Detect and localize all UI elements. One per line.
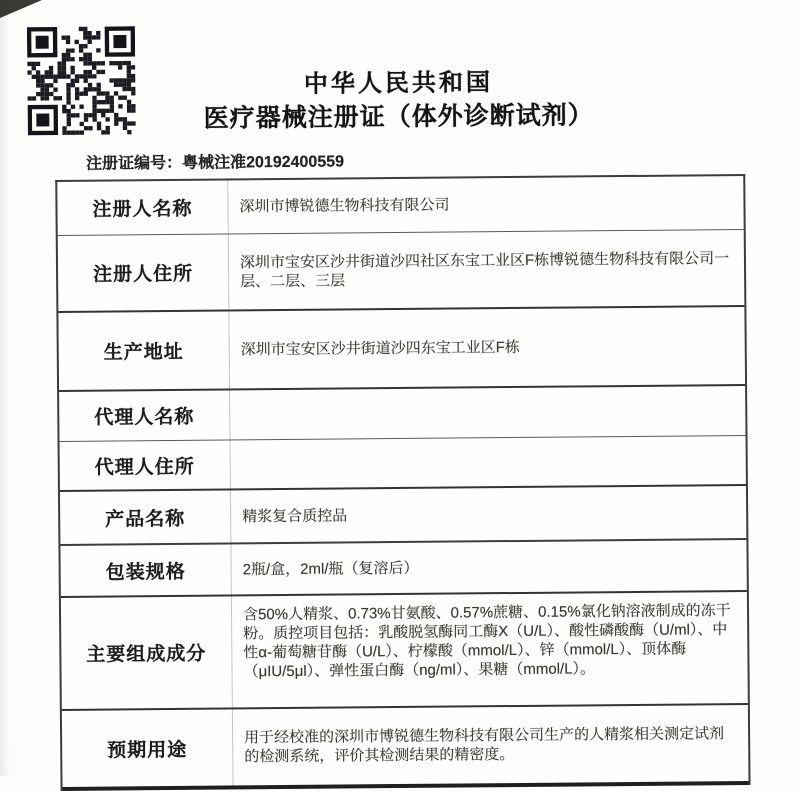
row-label: 包装规格 xyxy=(60,544,231,595)
row-value xyxy=(231,436,746,488)
registration-number: 注册证编号：粤械注准20192400559 xyxy=(86,153,345,173)
row-value: 2瓶/盒，2ml/瓶（复溶后） xyxy=(242,559,419,578)
row-label: 代理人住所 xyxy=(60,440,231,489)
table-row-agent-name xyxy=(59,386,745,442)
row-label: 预期用途 xyxy=(62,709,234,786)
photo-edge-shadow xyxy=(0,0,10,776)
document-title xyxy=(0,65,800,138)
table-row-main-components xyxy=(61,592,748,711)
row-label: 代理人名称 xyxy=(59,390,230,440)
title-country: 中华人民共和国 xyxy=(303,69,494,98)
row-label: 注册人住所 xyxy=(58,234,230,310)
table-row-production-address xyxy=(58,307,745,392)
row-label: 注册人名称 xyxy=(57,180,228,234)
title-certificate-type: 医疗器械注册证（体外诊断试剂） xyxy=(203,101,594,133)
row-label: 主要组成成分 xyxy=(61,596,233,708)
table-row-agent-address xyxy=(60,436,746,492)
row-label: 生产地址 xyxy=(58,311,230,389)
table-row-registrant-name xyxy=(57,176,743,236)
row-value: 深圳市宝安区沙井街道沙四社区东宝工业区F栋博锐德生物科技有限公司一层、二层、三层 xyxy=(239,249,730,290)
row-value: 深圳市博锐德生物科技有限公司 xyxy=(239,196,450,216)
row-value xyxy=(230,386,745,439)
table-row-intended-use xyxy=(62,705,749,791)
table-row-packaging-spec xyxy=(60,540,746,598)
row-value: 含50%人精浆、0.73%甘氨酸、0.57%蔗糖、0.15%氯化钠溶液制成的冻干粉。质控项目包括：乳酸脱氢酶同工酶X（U/L）、酸性磷酸酶（U/ml）、中性α-葡萄糖苷酶（U/L）、柠檬酸（mmol/L）、锌（mmol/L）、顶体酶（μIU/5μl）、弹性蛋白酶（ng/ml）、果糖（mmol/L）。 xyxy=(242,602,731,681)
row-value: 深圳市宝安区沙井街道沙四东宝工业区F栋 xyxy=(240,338,520,359)
row-label: 产品名称 xyxy=(60,490,231,543)
row-value: 精浆复合质控品 xyxy=(242,506,348,525)
table-row-registrant-address xyxy=(58,230,745,313)
table-row-product-name xyxy=(60,486,746,546)
row-value: 用于经校准的深圳市博锐德生物科技有限公司生产的人精浆相关测定试剂的检测系统，评价其检测结果的精密度。 xyxy=(244,725,725,766)
certificate-table xyxy=(55,174,750,791)
